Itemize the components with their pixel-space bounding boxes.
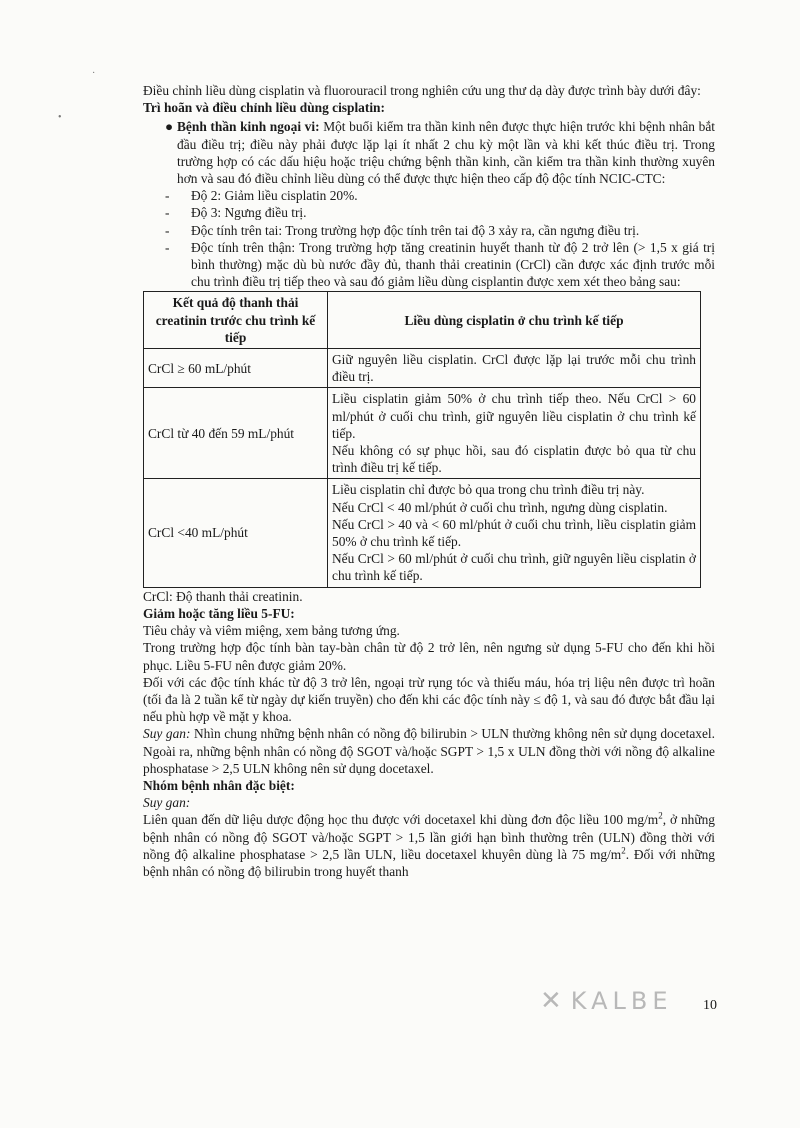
dash-item [143,239,715,291]
special-label: Suy gan: [143,795,191,811]
scan-speck-icon: • [58,112,62,123]
dash-item [143,204,715,221]
table-header-dose: Liều dùng cisplatin ở chu trình kế tiếp [328,292,701,349]
dash-item [143,187,715,204]
liver-note-text: Nhìn chung những bệnh nhân có nồng độ bilirubin > ULN thường không nên sử dụng docetaxel. Ngoài ra, những bệnh nhân có nồng độ SGOT và/hoặc SGPT > 1,5 x ULN đồng thời với nồng độ alkaline phosphatase > 2,5 ULN không nên sử dụng docetaxel. [143,726,715,776]
dose-line: Liều cisplatin chỉ được bỏ qua trong chu trình điều trị này. [332,482,645,498]
table-header-row [144,292,701,349]
neuropathy-heading: Bệnh thần kinh ngoại vi: [177,119,320,135]
dose-line: Nếu CrCl < 40 ml/phút ở cuối chu trình, ngưng dùng cisplatin. [332,499,668,515]
section-title-5fu: Giảm hoặc tăng liều 5-FU: [143,605,295,621]
dose-line: Nếu CrCl > 60 ml/phút ở cuối chu trình, giữ nguyên liều cisplatin ở chu trình kế tiếp. [332,551,696,584]
neuropathy-item [143,118,715,187]
kalbe-logo-icon: ✕ [540,986,567,1016]
dash-text: Độc tính trên thận: Trong trường hợp tăng creatinin huyết thanh từ độ 2 trở lên (> 1,5 x giá trị bình thường) mặc dù bù nước đầy đủ, thanh thải creatinin (CrCl) cần được xác định trước mỗi chu trình điều trị tiếp theo và sau đó giảm liều dùng cisplantin được xem xét theo bảng sau: [191,239,715,290]
dose-line: Giữ nguyên liều cisplatin. CrCl được lặp lại trước mỗi chu trình điều trị. [332,352,696,385]
fu-paragraph: Đối với các độc tính khác từ độ 3 trở lên, ngoại trừ rụng tóc và thiếu máu, hóa trị liệu nên được trì hoãn (tối đa là 2 tuần kể từ ngày dự kiến truyền) cho đến khi các độc tính này ≤ độ 1, và sau đó được bắt đầu lại nếu phù hợp về mặt y khoa. [143,674,715,725]
table-cell-dose [328,479,701,587]
dash-mark: - [165,239,170,255]
table-cell-clearance: CrCl ≥ 60 mL/phút [144,349,328,388]
special-text-c: . Đối với những bệnh nhân có nồng độ bilirubin trong huyết thanh [143,846,715,879]
bullet-icon: ● [165,119,174,135]
table-row [144,349,701,388]
dash-text: Độc tính trên tai: Trong trường hợp độc tính trên tai độ 3 xảy ra, cần ngưng điều trị. [191,222,640,238]
dash-mark: - [165,188,170,204]
fu-paragraph: Tiêu chảy và viêm miệng, xem bảng tương ứng. [143,623,400,639]
table-cell-clearance: CrCl từ 40 đến 59 mL/phút [144,388,328,479]
table-cell-dose [328,388,701,479]
special-paragraph [143,811,715,880]
kalbe-watermark [540,986,673,1016]
dose-line: Liều cisplatin giảm 50% ở chu trình tiếp theo. Nếu CrCl > 60 ml/phút ở cuối chu trình, giữ nguyên liều cisplatin ở chu trình kế tiếp. [332,391,696,441]
table-header-clearance: Kết quả độ thanh thải creatinin trước chu trình kế tiếp [144,292,328,349]
intro-text: Điều chỉnh liều dùng cisplatin và fluorouracil trong nghiên cứu ung thư dạ dày được trình bày dưới đây: [143,83,701,98]
special-text-a: Liên quan đến dữ liệu dược động học thu được với docetaxel khi dùng đơn độc liều 100 mg/m [143,812,659,828]
document-body [143,82,715,880]
table-cell-clearance: CrCl <40 mL/phút [144,479,328,587]
neuropathy-text: Một buổi kiểm tra thần kinh nên được thực hiện trước khi bệnh nhân bắt đầu điều trị; điều này phải được lặp lại ít nhất 2 chu kỳ một lần và khi kết thúc điều trị. Trong trường hợp có các dấu hiệu hoặc triệu chứng bệnh thần kinh, cần kiểm tra thần kinh thường xuyên hơn và sau đó điều chỉnh liều dùng có thể được thực hiện theo cấp độ độc tính NCIC-CTC: [177,119,715,187]
page-number: 10 [703,998,717,1013]
dash-mark: - [165,222,170,238]
special-text-b: , ở những bệnh nhân có nồng độ SGOT và/hoặc SGPT > 1,5 lần giới hạn bình thường trên (ULN) đồng thời với nồng độ alkaline phosphatase > 2,5 lần ULN, liều docetaxel khuyên dùng là 75 mg/m [143,812,716,862]
table-row [144,388,701,479]
table-row [144,479,701,587]
dash-text: Độ 3: Ngưng điều trị. [191,205,307,221]
watermark-text: KALBE [570,987,673,1015]
liver-note [143,725,715,777]
section-title-special: Nhóm bệnh nhân đặc biệt: [143,777,295,793]
dose-line: Nếu không có sự phục hồi, sau đó cisplatin được bỏ qua từ chu trình điều trị kế tiếp. [332,443,696,476]
cisplatin-dose-table [143,291,701,587]
special-sup-b: 2 [621,845,626,856]
dash-text: Độ 2: Giảm liều cisplatin 20%. [191,188,358,204]
scan-speck-icon: · [92,68,96,79]
dash-mark: - [165,205,170,221]
fu-paragraph: Trong trường hợp độc tính bàn tay-bàn chân từ độ 2 trở lên, nên ngưng sử dụng 5-FU cho đến khi hồi phục. Liều 5-FU nên được giảm 20%. [143,640,715,673]
table-note: CrCl: Độ thanh thải creatinin. [143,588,303,604]
table-cell-dose [328,349,701,388]
section-title-cisplatin: Trì hoãn và điều chỉnh liều dùng cisplatin: [143,100,385,116]
liver-note-label: Suy gan: [143,726,191,742]
special-sup-a: 2 [658,810,663,821]
dose-line: Nếu CrCl > 40 và < 60 ml/phút ở cuối chu trình, liều cisplatin giảm 50% ở chu trình kế tiếp. [332,516,696,550]
dash-item [143,222,715,239]
